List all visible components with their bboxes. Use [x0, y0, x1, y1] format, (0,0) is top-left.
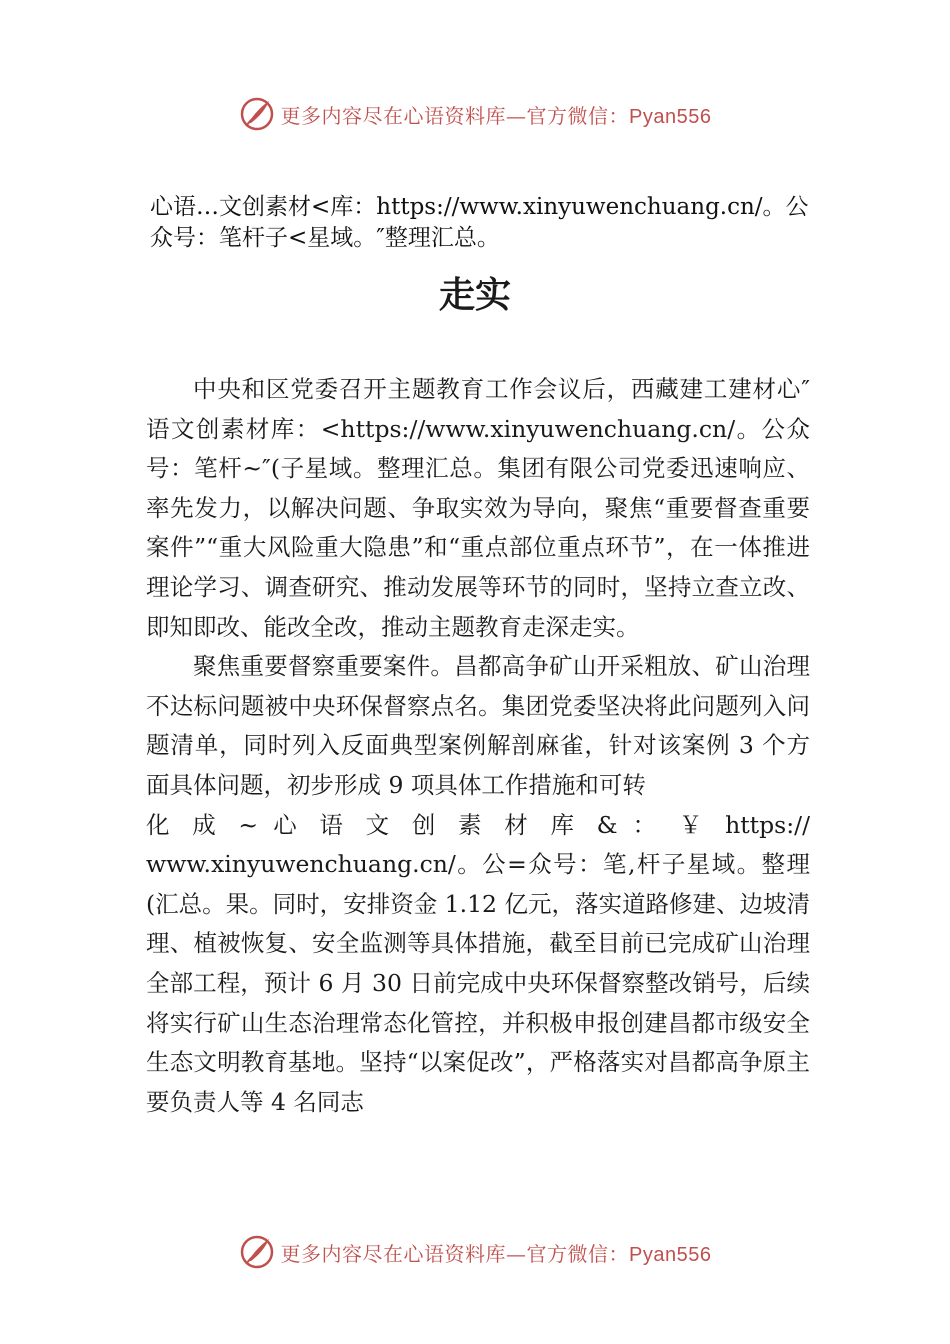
page-title: 走实: [438, 274, 511, 316]
paragraph-2-part-2: 化 成 ~ 心 语 文 创 素 材 库 & ： ￥ https://: [146, 810, 810, 839]
wechat-id: Pyan556: [629, 1243, 712, 1266]
header-note: 心语…文创素材<库：https://www.xinyuwenchuang.cn/。公众号：笔杆子<星域。″整理汇总。: [150, 194, 809, 251]
top-banner: [0, 94, 950, 134]
bottom-banner: [0, 1232, 950, 1272]
paragraph-1: 中央和区党委召开主题教育工作会议后，西藏建工建材心″语文创素材库：<https://www.xinyuwenchuang.cn/。公众号：笔杆~″(子星域。整理汇总。集团有限公司党委迅速响应、率先发力，以解决问题、争取实效为导向，聚焦“重要督查重要案件”“重大风险重大隐患”和“重点部位重点环节”，在一体推进理论学习、调查研究、推动发展等环节的同时，坚持立查立改、即知即改、能改全改，推动主题教育走深走实。: [146, 375, 810, 641]
quill-logo-icon: [239, 1234, 275, 1270]
paragraph-2-part-1: 聚焦重要督察重要案件。昌都高争矿山开采粗放、矿山治理不达标问题被中央环保督察点名。集团党委坚决将此问题列入问题清单，同时列入反面典型案例解剖麻雀，针对该案例 3 个方面具体问题，初步形成 9 项具体工作措施和可转: [146, 652, 810, 799]
quill-logo-icon: [239, 96, 275, 132]
banner-text: 更多内容尽在心语资料库—官方微信：Pyan556: [280, 1241, 712, 1266]
wechat-id: Pyan556: [629, 105, 712, 128]
article-body: [146, 370, 810, 1122]
banner-text: 更多内容尽在心语资料库—官方微信：Pyan556: [280, 103, 712, 128]
paragraph-2-part-3: www.xinyuwenchuang.cn/。公=众号：笔,杆子星域。整理(汇总。果。同时，安排资金 1.12 亿元，落实道路修建、边坡清理、植被恢复、安全监测等具体措施，截至目前已完成矿山治理全部工程，预计 6 月 30 日前完成中央环保督察整改销号，后续将实行矿山生态治理常态化管控，并积极申报创建昌都市级安全生态文明教育基地。坚持“以案促改”，严格落实对昌都高争原主要负责人等 4 名同志: [146, 850, 810, 1116]
